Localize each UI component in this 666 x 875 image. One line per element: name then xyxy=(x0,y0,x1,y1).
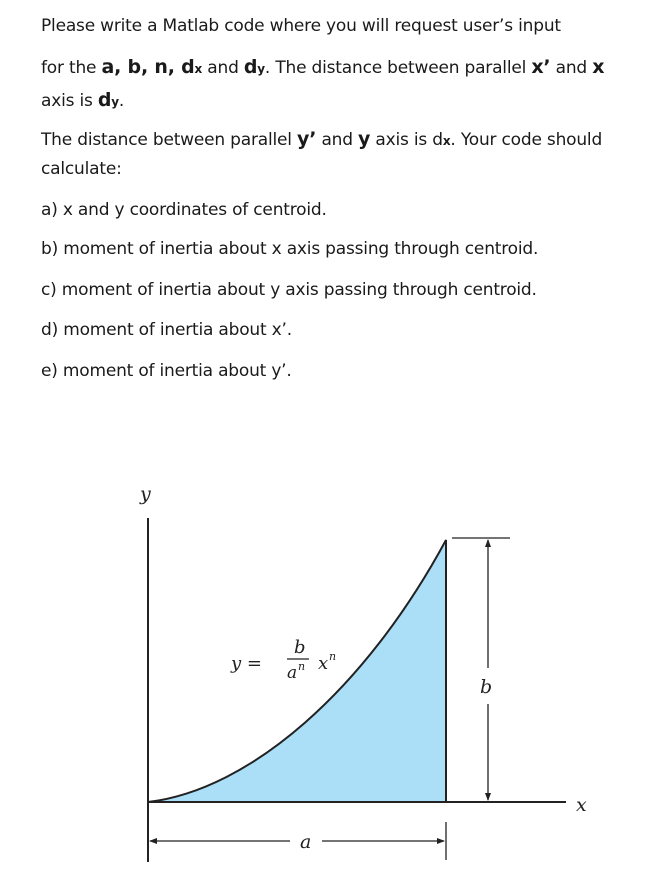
height-label: b xyxy=(480,676,493,698)
svg-text:b: b xyxy=(294,637,306,658)
svg-text:y =: y = xyxy=(231,653,262,674)
y-axis-label: y xyxy=(140,483,151,505)
svg-text:a: a xyxy=(287,663,298,683)
intro-line-5: calculate: xyxy=(41,159,122,179)
spandrel-figure xyxy=(0,470,666,875)
task-item-e: e) moment of inertia about y’. xyxy=(41,361,292,381)
svg-text:n: n xyxy=(298,660,306,673)
width-label: a xyxy=(300,831,312,853)
intro-line-3: axis is dy. xyxy=(41,89,125,111)
intro-line-1: Please write a Matlab code where you will request user’s input xyxy=(41,16,561,36)
task-item-a: a) x and y coordinates of centroid. xyxy=(41,200,327,220)
intro-line-4: The distance between parallel y’ and y axis is dx. Your code should xyxy=(41,128,603,150)
x-axis-label: x xyxy=(576,794,587,816)
svg-text:x: x xyxy=(318,653,329,674)
task-item-c: c) moment of inertia about y axis passing through centroid. xyxy=(41,280,537,300)
task-item-d: d) moment of inertia about x’. xyxy=(41,320,292,340)
curve-equation xyxy=(230,637,336,683)
variables-list: a, b, n, d xyxy=(101,56,195,78)
svg-text:n: n xyxy=(329,650,337,663)
task-item-b: b) moment of inertia about x axis passing through centroid. xyxy=(41,239,539,259)
intro-line-2: for the a, b, n, dx and dy. The distance between parallel x’ and x xyxy=(41,56,605,78)
